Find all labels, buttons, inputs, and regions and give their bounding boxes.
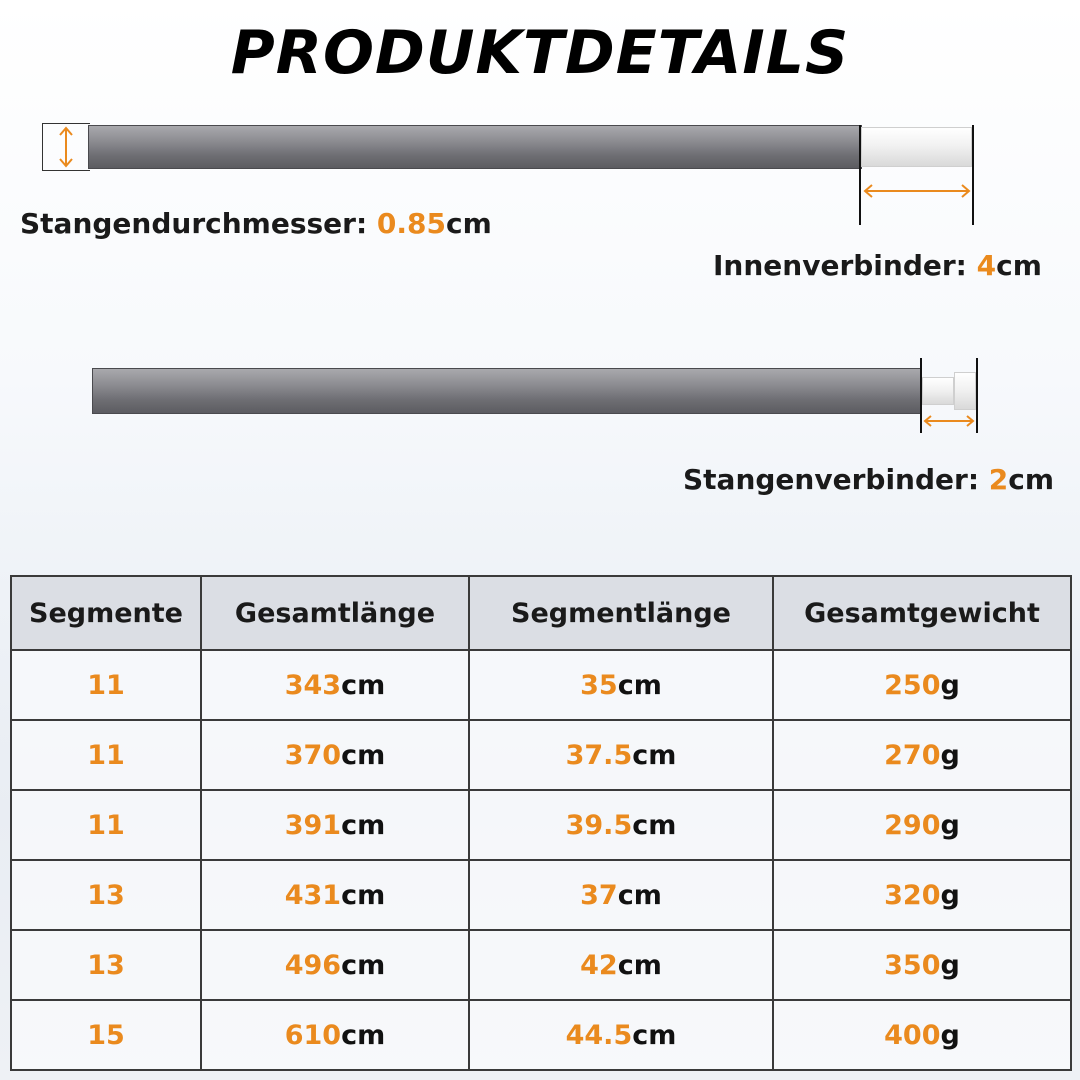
pole-connector-value: 2 — [988, 463, 1009, 496]
length-unit: cm — [617, 669, 662, 701]
segments-value: 11 — [87, 809, 125, 841]
segments-value: 11 — [87, 669, 125, 701]
segment-length-value: 42 — [580, 949, 618, 981]
diameter-label-text: Stangendurchmesser: — [20, 207, 377, 240]
cell-segment-length — [469, 720, 773, 790]
length-unit: cm — [341, 809, 386, 841]
segments-value: 13 — [87, 949, 125, 981]
diameter-unit: cm — [446, 207, 492, 240]
inner-connector-tick-left — [859, 125, 861, 225]
weight-unit: g — [940, 739, 960, 771]
cell-segment-length — [469, 1000, 773, 1070]
cell-segments — [11, 1000, 201, 1070]
weight-value: 250 — [884, 669, 941, 701]
specs-table — [10, 575, 1072, 1071]
cell-segments — [11, 860, 201, 930]
segment-length-value: 37.5 — [565, 739, 633, 771]
weight-unit: g — [940, 669, 960, 701]
weight-value: 290 — [884, 809, 941, 841]
length-unit: cm — [632, 1019, 677, 1051]
cell-segment-length — [469, 790, 773, 860]
table-row — [11, 790, 1071, 860]
segments-value: 11 — [87, 739, 125, 771]
length-unit: cm — [632, 739, 677, 771]
total-length-value: 391 — [284, 809, 342, 841]
diameter-tick-left — [42, 123, 43, 171]
length-unit: cm — [341, 879, 386, 911]
weight-value: 400 — [884, 1019, 941, 1051]
cell-segment-length — [469, 930, 773, 1000]
pole-connector-tick-right — [976, 358, 978, 433]
weight-unit: g — [940, 879, 960, 911]
cell-total-length — [201, 1000, 469, 1070]
cell-weight — [773, 650, 1071, 720]
pole-connector-body — [922, 377, 954, 405]
weight-unit: g — [940, 949, 960, 981]
diameter-value: 0.85 — [376, 207, 446, 240]
cell-segment-length — [469, 860, 773, 930]
weight-unit: g — [940, 1019, 960, 1051]
length-unit: cm — [341, 739, 386, 771]
inner-connector-tick-right — [972, 125, 974, 225]
cell-weight — [773, 720, 1071, 790]
total-length-value: 343 — [284, 669, 342, 701]
pole-connector-cap — [954, 372, 976, 410]
pole-connector-label — [683, 463, 1054, 496]
segment-length-value: 44.5 — [565, 1019, 633, 1051]
pole-connector-unit: cm — [1008, 463, 1055, 496]
segments-value: 13 — [87, 879, 125, 911]
cell-total-length — [201, 790, 469, 860]
length-unit: cm — [617, 949, 662, 981]
cell-segments — [11, 930, 201, 1000]
weight-value: 320 — [884, 879, 941, 911]
segment-length-value: 35 — [580, 669, 618, 701]
diameter-guide-top — [42, 123, 90, 124]
header-total-length: Gesamtlänge — [201, 576, 469, 650]
inner-connector-value: 4 — [976, 249, 997, 282]
diameter-label — [20, 207, 492, 240]
page-title: PRODUKTDETAILS — [230, 18, 850, 88]
weight-value: 270 — [884, 739, 941, 771]
segments-value: 15 — [87, 1019, 125, 1051]
cell-weight — [773, 790, 1071, 860]
cell-total-length — [201, 930, 469, 1000]
cell-total-length — [201, 650, 469, 720]
cell-weight — [773, 930, 1071, 1000]
table-row — [11, 930, 1071, 1000]
cell-weight — [773, 1000, 1071, 1070]
table-row — [11, 1000, 1071, 1070]
table-header-row — [11, 576, 1071, 650]
length-unit: cm — [617, 879, 662, 911]
table-row — [11, 720, 1071, 790]
inner-connector-arrow-icon — [862, 181, 972, 201]
diameter-arrow-icon — [56, 125, 76, 169]
inner-connector — [861, 127, 972, 167]
inner-connector-unit: cm — [996, 249, 1042, 282]
table-row — [11, 860, 1071, 930]
segment-length-value: 37 — [580, 879, 618, 911]
weight-value: 350 — [884, 949, 941, 981]
inner-connector-label-text: Innenverbinder: — [713, 249, 977, 282]
table-row — [11, 650, 1071, 720]
length-unit: cm — [341, 949, 386, 981]
total-length-value: 496 — [284, 949, 342, 981]
length-unit: cm — [341, 669, 386, 701]
pole-segment-bottom — [92, 368, 922, 414]
length-unit: cm — [632, 809, 677, 841]
total-length-value: 370 — [284, 739, 342, 771]
header-segments: Segmente — [11, 576, 201, 650]
pole-connector-arrow-icon — [922, 412, 976, 430]
cell-total-length — [201, 860, 469, 930]
pole-segment-top — [88, 125, 862, 169]
diameter-guide-bottom — [42, 170, 90, 171]
cell-segments — [11, 720, 201, 790]
cell-segments — [11, 650, 201, 720]
cell-weight — [773, 860, 1071, 930]
cell-total-length — [201, 720, 469, 790]
weight-unit: g — [940, 809, 960, 841]
total-length-value: 610 — [284, 1019, 342, 1051]
cell-segments — [11, 790, 201, 860]
pole-connector-label-text: Stangenverbinder: — [683, 463, 989, 496]
header-segment-length: Segmentlänge — [469, 576, 773, 650]
cell-segment-length — [469, 650, 773, 720]
inner-connector-label — [713, 249, 1042, 282]
length-unit: cm — [341, 1019, 386, 1051]
total-length-value: 431 — [284, 879, 342, 911]
header-total-weight: Gesamtgewicht — [773, 576, 1071, 650]
segment-length-value: 39.5 — [565, 809, 633, 841]
